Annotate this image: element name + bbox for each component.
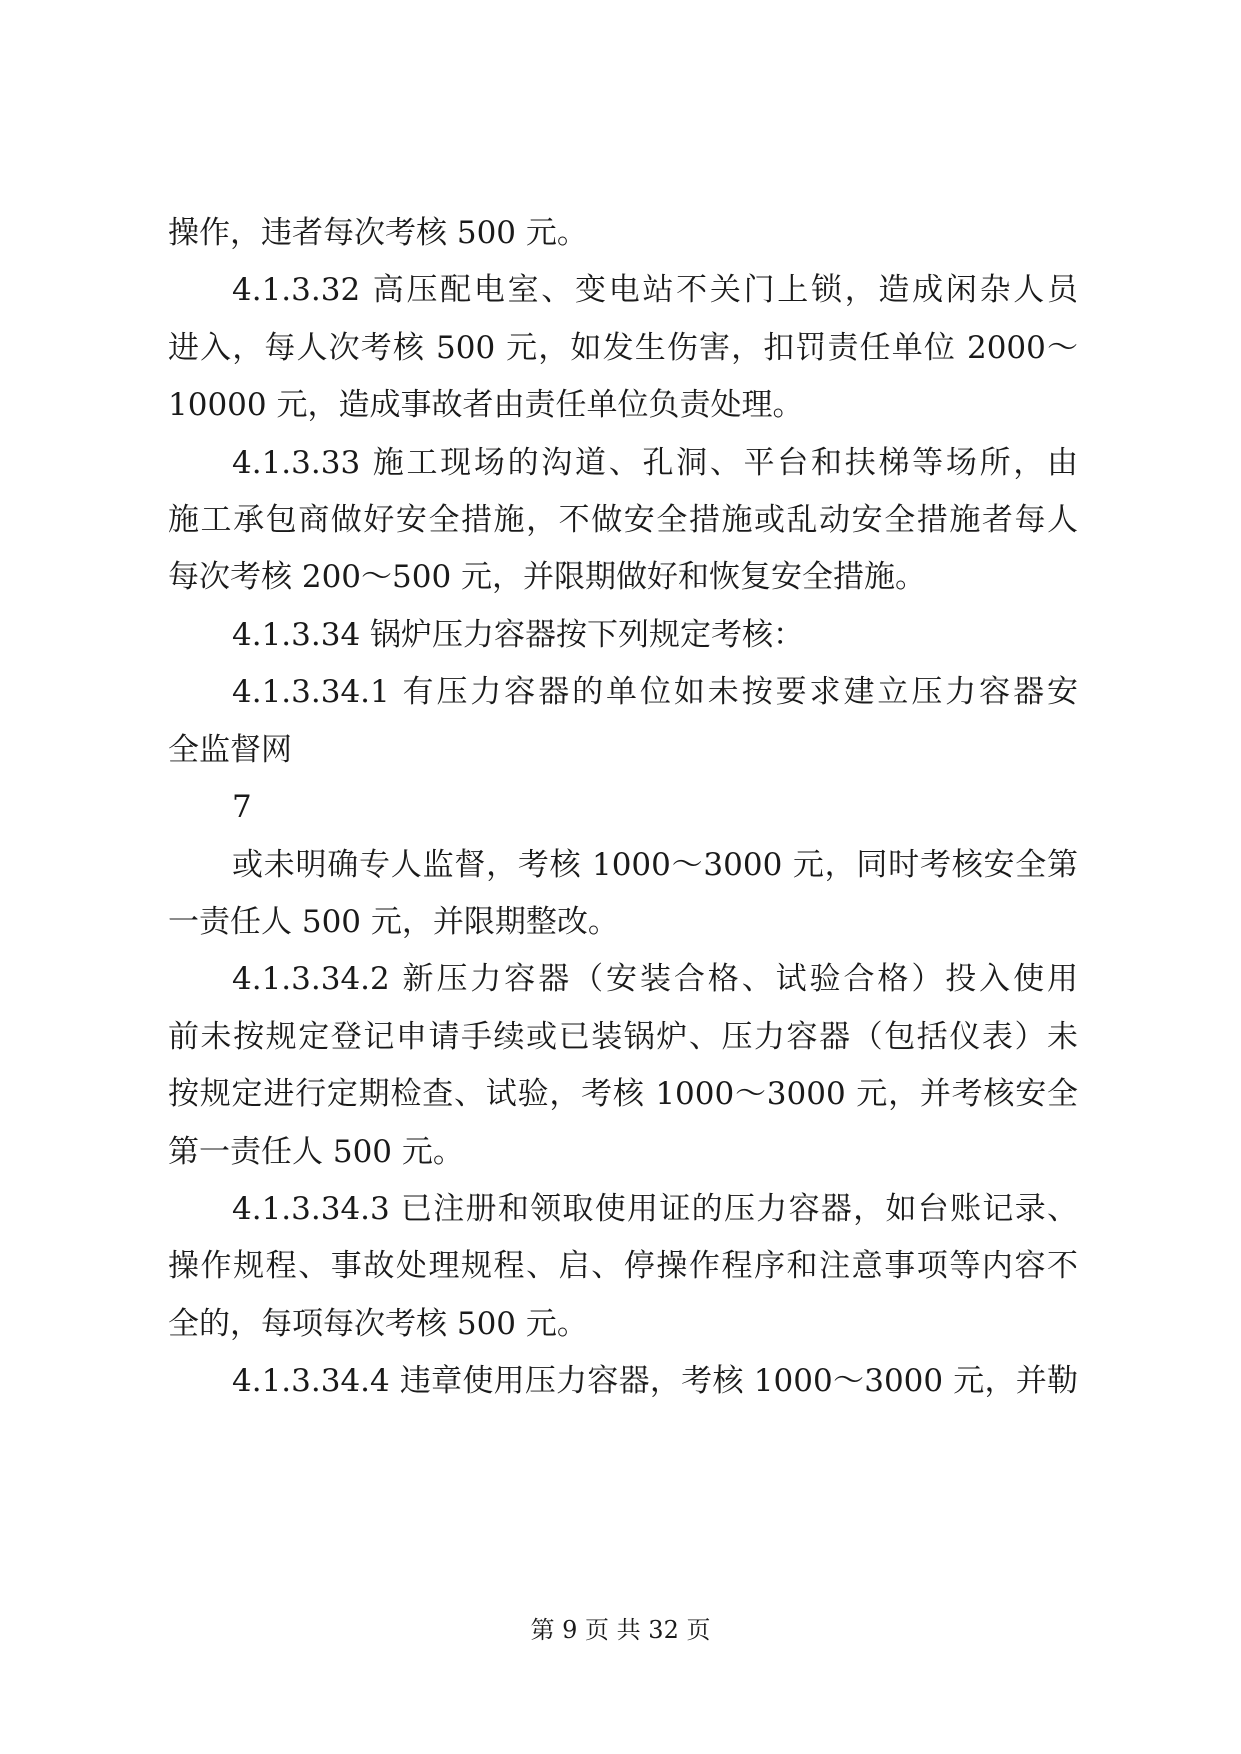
text-line: 按规定进行定期检查、试验，考核 1000～3000 元，并考核安全	[168, 1076, 1078, 1112]
text-line: 施工承包商做好安全措施，不做安全措施或乱动安全措施者每人	[168, 502, 1078, 538]
text-line: 全的，每项每次考核 500 元。	[168, 1306, 588, 1342]
text-line: 4.1.3.33 施工现场的沟道、孔洞、平台和扶梯等场所，由	[232, 445, 1078, 481]
page-footer: 第 9 页 共 32 页	[530, 1616, 711, 1644]
text-line: 前未按规定登记申请手续或已装锅炉、压力容器（包括仪表）未	[168, 1019, 1078, 1055]
text-line: 10000 元，造成事故者由责任单位负责处理。	[168, 387, 804, 423]
text-line: 4.1.3.32 高压配电室、变电站不关门上锁，造成闲杂人员	[232, 272, 1078, 308]
text-line: 或未明确专人监督，考核 1000～3000 元，同时考核安全第	[232, 847, 1078, 883]
text-line: 4.1.3.34.4 违章使用压力容器，考核 1000～3000 元，并勒	[232, 1363, 1078, 1399]
text-line: 进入，每人次考核 500 元，如发生伤害，扣罚责任单位 2000～	[168, 330, 1078, 366]
text-line: 4.1.3.34.2 新压力容器（安装合格、试验合格）投入使用	[232, 961, 1078, 997]
text-line: 4.1.3.34.3 已注册和领取使用证的压力容器，如台账记录、	[232, 1191, 1078, 1227]
page-number-inline: 7	[232, 789, 252, 825]
text-line: 一责任人 500 元，并限期整改。	[168, 904, 619, 940]
text-line: 操作，违者每次考核 500 元。	[168, 215, 588, 251]
text-line: 全监督网	[168, 732, 292, 768]
text-line: 每次考核 200～500 元，并限期做好和恢复安全措施。	[168, 559, 927, 595]
text-line: 4.1.3.34.1 有压力容器的单位如未按要求建立压力容器安	[232, 674, 1078, 710]
text-line: 4.1.3.34 锅炉压力容器按下列规定考核：	[232, 617, 805, 653]
text-line: 第一责任人 500 元。	[168, 1134, 464, 1170]
text-line: 操作规程、事故处理规程、启、停操作程序和注意事项等内容不	[168, 1248, 1078, 1284]
